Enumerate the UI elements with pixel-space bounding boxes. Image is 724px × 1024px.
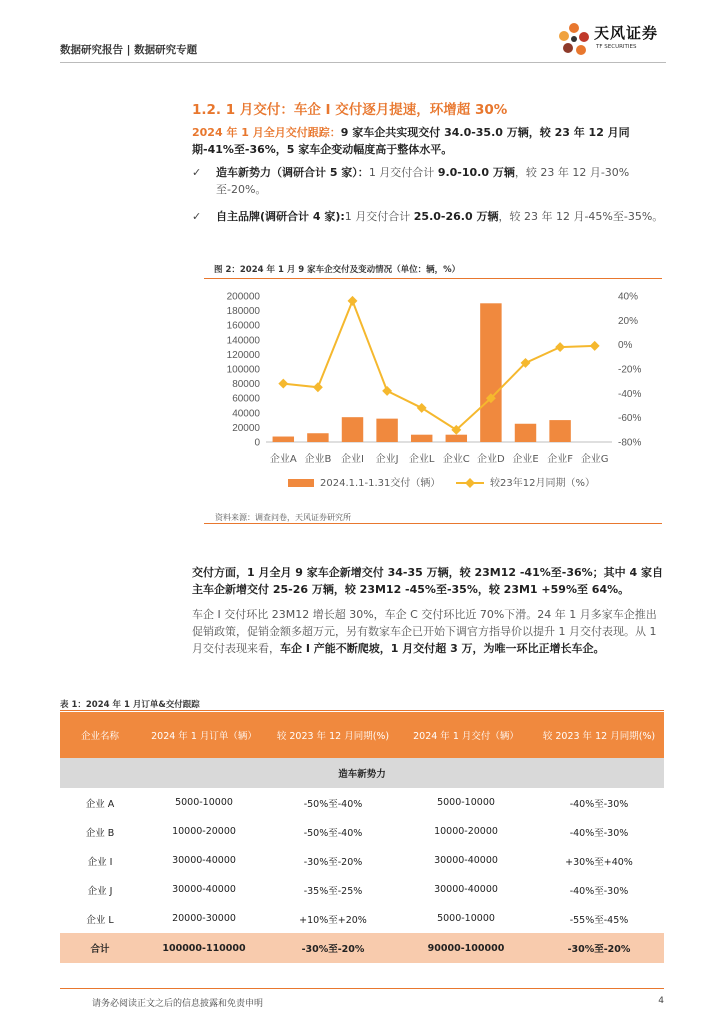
table-cell: 20000-30000 <box>172 913 236 924</box>
header-divider <box>60 62 666 63</box>
bar-mark <box>446 435 467 442</box>
series-line <box>283 301 594 430</box>
table-cell: -30%至-20% <box>534 933 664 963</box>
table-cell: 30000-40000 <box>434 855 498 866</box>
table-cell: 企业 A <box>85 798 115 810</box>
legend-label: 2024.1.1-1.31交付（辆） <box>320 478 441 489</box>
analysis-bold: 车企 I 产能不断爬坡，1 月交付超 3 万，为唯一环比正增长车企。 <box>280 642 605 655</box>
bar-mark <box>342 417 363 442</box>
flower-logo-icon <box>556 20 592 60</box>
table-header-cell: 2024 年 1 月订单（辆） <box>140 712 268 758</box>
table-cell: 合计 <box>60 933 140 963</box>
y-left-tick-label: 200000 <box>226 291 260 303</box>
x-tick-label: 企业J <box>375 454 399 465</box>
line-point <box>278 379 288 389</box>
figure-box <box>204 256 662 524</box>
bar-mark <box>411 435 432 442</box>
table-row <box>60 904 664 933</box>
table-title: 表 1：2024 年 1 月订单&交付跟踪 <box>60 700 200 710</box>
y-left-tick-label: 160000 <box>226 320 260 332</box>
table-group-cell: 造车新势力 <box>60 758 664 788</box>
table-header-cell: 较 2023 年 12 月同期(%) <box>268 712 398 758</box>
table-row <box>60 846 664 875</box>
table-cell: 30000-40000 <box>172 884 236 895</box>
y-left-tick-label: 100000 <box>226 364 260 376</box>
figure-divider <box>204 278 662 279</box>
delivery-chart <box>204 280 662 512</box>
y-right-tick-label: -80% <box>618 437 642 449</box>
table-cell: -35%至-25% <box>303 885 363 897</box>
bullet-bold: 9.0-10.0 万辆 <box>437 166 515 179</box>
y-left-tick-label: 40000 <box>232 408 260 420</box>
table-cell: -50%至-40% <box>303 827 363 839</box>
y-right-tick-label: -20% <box>618 364 642 376</box>
table-cell: 30000-40000 <box>172 855 236 866</box>
legend-label: 较23年12月同期（%） <box>490 478 595 489</box>
intro-body: 9 家车企共实现交付 34.0-35.0 万辆，较 23 年 12 月同期-41%至-36%，5 家车企变动幅度高于整体水平。 <box>192 126 630 156</box>
bar-mark <box>549 420 570 442</box>
table-cell: 10000-20000 <box>434 826 498 837</box>
logo-name: 天风证券 <box>594 24 659 42</box>
legend-line-marker <box>465 478 475 488</box>
table-cell: 5000-10000 <box>175 797 233 808</box>
table-header-cell: 2024 年 1 月交付（辆） <box>398 712 534 758</box>
page-number: 4 <box>658 996 664 1006</box>
check-icon: ✓ <box>192 166 202 179</box>
bullet-text: ，较 23 年 12 月-45%至-35%。 <box>498 210 664 223</box>
table-cell: -55%至-45% <box>569 914 629 926</box>
bullet-label: 自主品牌(调研合计 4 家): <box>216 210 345 223</box>
table-cell: 5000-10000 <box>437 913 495 924</box>
table-header-cell: 较 2023 年 12 月同期(%) <box>534 712 664 758</box>
line-point <box>417 403 427 413</box>
line-point <box>382 386 392 396</box>
table-cell: -50%至-40% <box>303 798 363 810</box>
table-row <box>60 875 664 904</box>
bullet-new-forces <box>192 164 666 198</box>
table-cell: +10%至+20% <box>299 914 367 926</box>
intro-lead: 2024 年 1 月全月交付跟踪： <box>192 126 341 139</box>
bar-mark <box>515 424 536 442</box>
table-cell: 企业 I <box>87 856 113 868</box>
table-header-cell: 企业名称 <box>60 712 140 758</box>
table-cell: 5000-10000 <box>437 797 495 808</box>
y-left-tick-label: 60000 <box>232 393 260 405</box>
table-cell: 企业 L <box>86 914 114 926</box>
bar-mark <box>273 437 294 442</box>
y-right-tick-label: -60% <box>618 413 642 425</box>
bullet-bold: 25.0-26.0 万辆 <box>413 210 499 223</box>
bar-mark <box>307 433 328 442</box>
intro-paragraph <box>192 124 666 158</box>
logo-subtitle: TF SECURITIES <box>596 44 637 50</box>
table-cell: 100000-110000 <box>140 933 268 963</box>
table-cell: -40%至-30% <box>569 827 629 839</box>
footer-divider <box>60 988 664 989</box>
line-point <box>590 341 600 351</box>
line-point <box>313 382 323 392</box>
table-cell: 企业 J <box>87 885 113 897</box>
table-cell: -40%至-30% <box>569 798 629 810</box>
x-tick-label: 企业G <box>580 454 609 465</box>
table-cell: -30%至-20% <box>303 856 363 868</box>
y-left-tick-label: 80000 <box>232 379 260 391</box>
table-cell: -40%至-30% <box>569 885 629 897</box>
bullet-label: 造车新势力（调研合计 5 家）： <box>216 166 369 179</box>
y-right-tick-label: 20% <box>618 315 639 327</box>
figure-source: 资料来源：调查问卷，天风证券研究所 <box>215 513 351 522</box>
table-row <box>60 817 664 846</box>
table-header-row <box>60 712 664 758</box>
check-icon: ✓ <box>192 210 202 223</box>
bullet-text: 1 月交付合计 <box>368 166 438 179</box>
table-total-row <box>60 933 664 963</box>
table-row <box>60 788 664 817</box>
x-tick-label: 企业C <box>442 454 470 465</box>
y-left-tick-label: 180000 <box>226 306 260 318</box>
section-title: 1.2. 1 月交付：车企 I 交付逐月提速，环增超 30% <box>192 102 508 118</box>
y-right-tick-label: 0% <box>618 340 633 352</box>
x-tick-label: 企业I <box>341 454 364 465</box>
y-left-tick-label: 140000 <box>226 335 260 347</box>
footer-disclaimer: 请务必阅读正文之后的信息披露和免责申明 <box>92 999 264 1009</box>
analysis-paragraph <box>192 606 666 657</box>
header-title: 数据研究报告 | 数据研究专题 <box>60 44 198 56</box>
table-cell: 10000-20000 <box>172 826 236 837</box>
brand-logo <box>556 20 666 60</box>
table-divider <box>60 710 664 711</box>
tracking-table <box>60 712 664 963</box>
x-tick-label: 企业L <box>408 454 435 465</box>
x-tick-label: 企业D <box>477 454 505 465</box>
x-tick-label: 企业F <box>547 454 573 465</box>
delivery-summary-paragraph: 交付方面，1 月全月 9 家车企新增交付 34-35 万辆，较 23M12 -41%至-36%；其中 4 家自主车企新增交付 25-26 万辆，较 23M12 -45%至-35%，较 23M1 +59%至 64%。 <box>192 566 663 596</box>
table-cell: 企业 B <box>85 827 115 839</box>
x-tick-label: 企业B <box>304 454 332 465</box>
bullet-text: ，较 23 年 12 月-30%至-20%。 <box>216 166 630 196</box>
y-right-tick-label: 40% <box>618 291 639 303</box>
line-point <box>555 342 565 352</box>
y-left-tick-label: 0 <box>254 437 260 449</box>
bar-mark <box>480 303 501 442</box>
y-right-tick-label: -40% <box>618 388 642 400</box>
table-cell: +30%至+40% <box>565 856 633 868</box>
x-tick-label: 企业E <box>512 454 539 465</box>
table-group-row <box>60 758 664 788</box>
y-left-tick-label: 120000 <box>226 349 260 361</box>
page-header <box>60 24 666 62</box>
x-tick-label: 企业A <box>269 454 297 465</box>
line-point <box>348 296 358 306</box>
bar-mark <box>376 419 397 442</box>
analysis-text: 车企 I 交付环比 23M12 增长超 30%，车企 C 交付环比近 70%下滑。24 年 1 月多家车企推出促销政策，促销金额多超万元，另有数家车企已开始下调官方指导价以提升 1 月交付表现。从 1 月交付表现来看， <box>192 608 657 655</box>
bullet-text: 1 月交付合计 <box>344 210 414 223</box>
figure-title: 图 2：2024 年 1 月 9 家车企交付及变动情况（单位：辆，%） <box>214 265 461 275</box>
table-cell: -30%至-20% <box>268 933 398 963</box>
table-cell: 30000-40000 <box>434 884 498 895</box>
legend-bar-swatch <box>288 479 314 487</box>
table-cell: 90000-100000 <box>398 933 534 963</box>
bullet-domestic-brands <box>192 208 666 225</box>
y-left-tick-label: 20000 <box>232 422 260 434</box>
